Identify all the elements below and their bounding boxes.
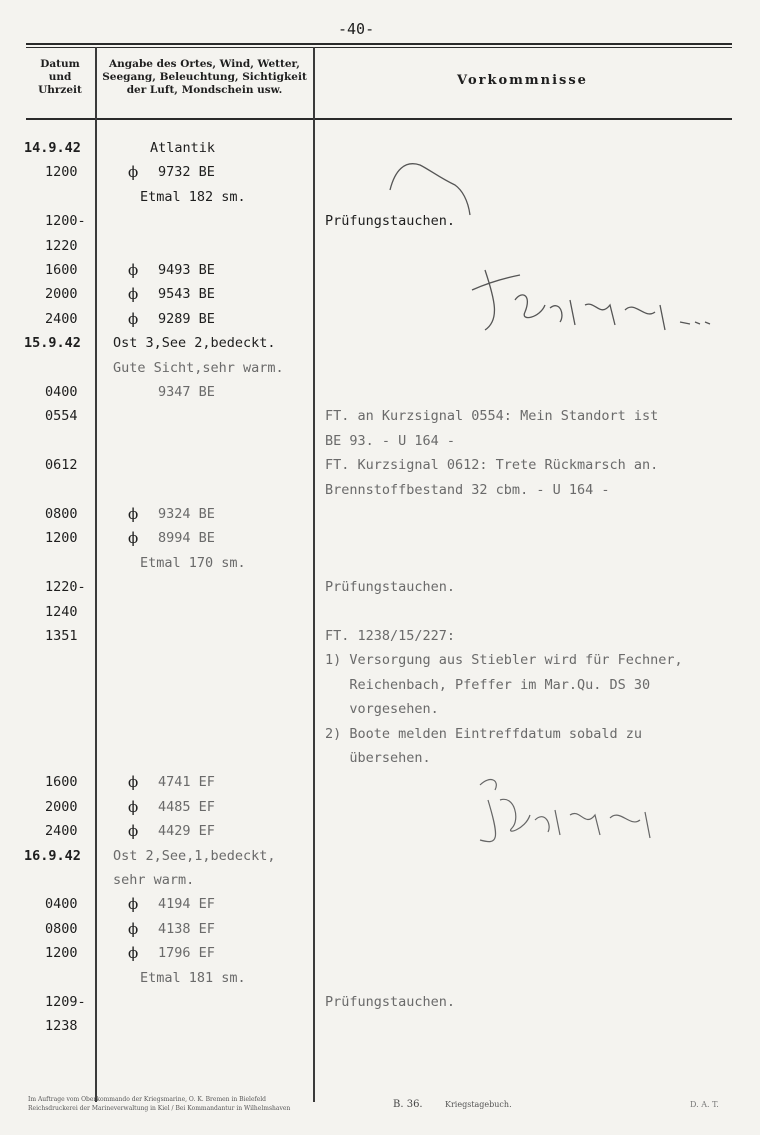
footer-code: D. A. T. bbox=[690, 1100, 719, 1109]
column-divider-2 bbox=[313, 47, 315, 1102]
grid-square-icon: ϕ bbox=[128, 310, 139, 328]
grid-square-icon: ϕ bbox=[128, 920, 139, 938]
entry-event: BE 93. - U 164 - bbox=[325, 433, 456, 449]
entry-time: 2400 bbox=[45, 823, 78, 839]
entry-time: 1220 bbox=[45, 238, 78, 254]
entry-event: 1) Versorgung aus Stiebler wird für Fechner, bbox=[325, 652, 683, 668]
footer-imprint-2: Reichsdruckerei der Marineverwaltung in Kiel / Bei Kommandantur in Wilhelmshaven bbox=[28, 1105, 291, 1112]
entry-date: 15.9.42 bbox=[24, 335, 81, 351]
signature-fechner-2 bbox=[480, 780, 650, 842]
entry-event: Reichenbach, Pfeffer im Mar.Qu. DS 30 bbox=[325, 677, 651, 693]
grid-square-icon: ϕ bbox=[128, 529, 139, 547]
entry-location: 4138 EF bbox=[158, 921, 215, 937]
entry-time: 0400 bbox=[45, 384, 78, 400]
entry-time: 0800 bbox=[45, 921, 78, 937]
entry-location: 4741 EF bbox=[158, 774, 215, 790]
entry-event: Prüfungstauchen. bbox=[325, 579, 456, 595]
entry-location: 1796 EF bbox=[158, 945, 215, 961]
entry-event: FT. an Kurzsignal 0554: Mein Standort ist bbox=[325, 408, 659, 424]
entry-event: FT. 1238/15/227: bbox=[325, 628, 456, 644]
entry-event: Prüfungstauchen. bbox=[325, 213, 456, 229]
header-rule bbox=[26, 118, 732, 120]
footer-form-number: B. 36. bbox=[393, 1099, 423, 1110]
entry-time: 1209- bbox=[45, 994, 86, 1010]
entry-location: 4429 EF bbox=[158, 823, 215, 839]
entry-location: sehr warm. bbox=[113, 872, 195, 888]
entry-location: 4194 EF bbox=[158, 896, 215, 912]
signature-fechner-1 bbox=[390, 164, 710, 330]
entry-time: 1240 bbox=[45, 604, 78, 620]
entry-date: 16.9.42 bbox=[24, 848, 81, 864]
top-rule-2 bbox=[26, 47, 732, 48]
entry-time: 1351 bbox=[45, 628, 78, 644]
entry-location: Ost 3,See 2,bedeckt. bbox=[113, 335, 276, 351]
entry-location: Etmal 170 sm. bbox=[140, 555, 246, 571]
entry-location: 9543 BE bbox=[158, 286, 215, 302]
entry-time: 0800 bbox=[45, 506, 78, 522]
entry-location: 9324 BE bbox=[158, 506, 215, 522]
entry-time: 0400 bbox=[45, 896, 78, 912]
entry-location: Atlantik bbox=[150, 140, 216, 156]
entry-location: Etmal 181 sm. bbox=[140, 970, 246, 986]
grid-square-icon: ϕ bbox=[128, 798, 139, 816]
entry-location: 4485 EF bbox=[158, 799, 215, 815]
footer-form-note: Kriegstagebuch. bbox=[445, 1100, 512, 1109]
grid-square-icon: ϕ bbox=[128, 163, 139, 181]
grid-square-icon: ϕ bbox=[128, 773, 139, 791]
grid-square-icon: ϕ bbox=[128, 944, 139, 962]
entry-event: übersehen. bbox=[325, 750, 431, 766]
entry-location: 8994 BE bbox=[158, 530, 215, 546]
header-location-weather: Angabe des Ortes, Wind, Wetter, Seegang, Beleuchtung, Sichtigkeit der Luft, Mondschein usw. bbox=[102, 58, 307, 96]
entry-event: 2) Boote melden Eintreffdatum sobald zu bbox=[325, 726, 642, 742]
grid-square-icon: ϕ bbox=[128, 261, 139, 279]
entry-location: Ost 2,See,1,bedeckt, bbox=[113, 848, 276, 864]
footer-imprint-1: Im Auftrage vom Oberkommando der Kriegsmarine, O. K. Bremen in Bielefeld bbox=[28, 1096, 267, 1103]
entry-time: 1200 bbox=[45, 945, 78, 961]
grid-square-icon: ϕ bbox=[128, 822, 139, 840]
entry-location: Gute Sicht,sehr warm. bbox=[113, 360, 284, 376]
entry-time: 0554 bbox=[45, 408, 78, 424]
column-divider-1 bbox=[95, 47, 97, 1102]
header-date-time: Datum und Uhrzeit bbox=[38, 58, 82, 96]
entry-time: 1220- bbox=[45, 579, 86, 595]
grid-square-icon: ϕ bbox=[128, 285, 139, 303]
entry-location: 9289 BE bbox=[158, 311, 215, 327]
entry-time: 2000 bbox=[45, 286, 78, 302]
entry-time: 2400 bbox=[45, 311, 78, 327]
page-number: -40- bbox=[338, 20, 375, 38]
entry-time: 1600 bbox=[45, 262, 78, 278]
entry-date: 14.9.42 bbox=[24, 140, 81, 156]
grid-square-icon: ϕ bbox=[128, 895, 139, 913]
entry-time: 0612 bbox=[45, 457, 78, 473]
top-rule bbox=[26, 43, 732, 45]
entry-time: 1200- bbox=[45, 213, 86, 229]
entry-time: 2000 bbox=[45, 799, 78, 815]
grid-square-icon: ϕ bbox=[128, 505, 139, 523]
header-events: Vorkommnisse bbox=[457, 73, 588, 88]
entry-time: 1200 bbox=[45, 530, 78, 546]
entry-event: Prüfungstauchen. bbox=[325, 994, 456, 1010]
entry-location: 9493 BE bbox=[158, 262, 215, 278]
entry-location: 9347 BE bbox=[158, 384, 215, 400]
entry-location: 9732 BE bbox=[158, 164, 215, 180]
entry-time: 1200 bbox=[45, 164, 78, 180]
entry-location: Etmal 182 sm. bbox=[140, 189, 246, 205]
entry-time: 1238 bbox=[45, 1018, 78, 1034]
entry-event: Brennstoffbestand 32 cbm. - U 164 - bbox=[325, 482, 610, 498]
entry-event: vorgesehen. bbox=[325, 701, 439, 717]
entry-time: 1600 bbox=[45, 774, 78, 790]
entry-event: FT. Kurzsignal 0612: Trete Rückmarsch an. bbox=[325, 457, 659, 473]
